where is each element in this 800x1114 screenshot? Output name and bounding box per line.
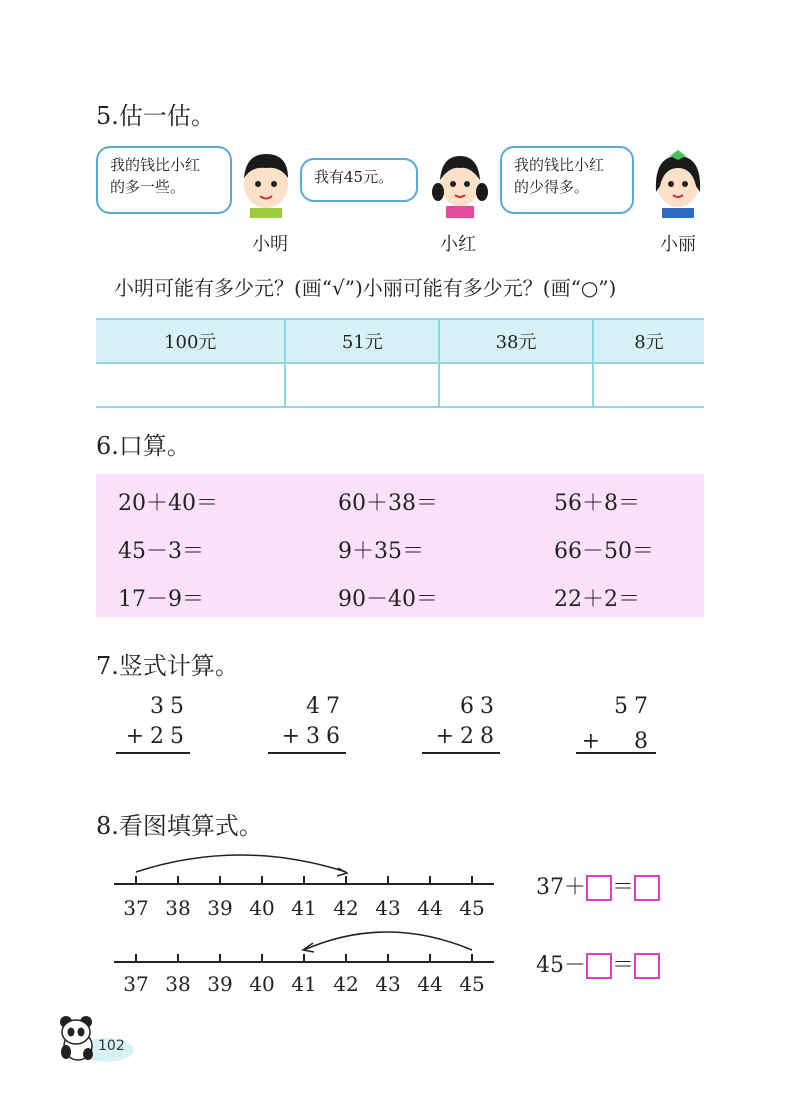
tick-label: 44 [417, 896, 443, 920]
price-table [96, 318, 704, 408]
equation: 9＋35＝ [338, 539, 424, 564]
answer-box[interactable] [586, 953, 612, 979]
price-cell: 8元 [593, 319, 704, 363]
tick-label: 42 [333, 972, 359, 996]
vertical-top-number: 57 [614, 694, 654, 719]
equation: 90－40＝ [338, 587, 438, 612]
bubble-line: 我的钱比小红 [514, 156, 605, 174]
tick-label: 45 [459, 972, 485, 996]
vertical-bottom-number: +25 [125, 724, 190, 749]
answer-cell[interactable] [285, 363, 439, 407]
mental-math-panel [96, 474, 704, 617]
girl-illustration-xiaohong [430, 148, 490, 218]
vertical-line [422, 752, 500, 754]
bubble-line: 的少得多。 [514, 178, 590, 196]
vertical-top-number: 35 [150, 694, 190, 719]
speech-bubble-xiaoming [96, 146, 232, 214]
tick-label: 37 [123, 972, 149, 996]
bubble-line: 我有45元。 [314, 168, 394, 186]
bubble-line: 的多一些。 [110, 178, 186, 196]
equals-sign: ＝ [612, 953, 635, 978]
jump-arc-2 [304, 932, 472, 950]
bubble-line: 我的钱比小红 [110, 156, 201, 174]
equation-fill-1 [536, 870, 660, 901]
equals-sign: ＝ [612, 875, 635, 900]
tick-label: 41 [291, 972, 317, 996]
answer-cell[interactable] [439, 363, 593, 407]
price-cell: 100元 [96, 319, 285, 363]
vertical-top-number: 47 [306, 694, 346, 719]
answer-cell[interactable] [96, 363, 285, 407]
tick-label: 37 [123, 896, 149, 920]
tick-label: 43 [375, 972, 401, 996]
vertical-line [576, 752, 656, 754]
tick-label: 44 [417, 972, 443, 996]
section5-question: 小明可能有多少元？(画“√”)小丽可能有多少元？(画“○”) [114, 276, 617, 300]
tick-label: 40 [249, 972, 275, 996]
vertical-top-number: 63 [460, 694, 500, 719]
equation-prefix: 37＋ [536, 875, 586, 900]
answer-cell[interactable] [593, 363, 704, 407]
equation: 45－3＝ [118, 539, 204, 564]
tick-label: 39 [207, 972, 233, 996]
price-cell: 51元 [285, 319, 439, 363]
name-xiaoli: 小丽 [660, 234, 696, 255]
tick-label: 39 [207, 896, 233, 920]
price-cell: 38元 [439, 319, 593, 363]
tick-label: 45 [459, 896, 485, 920]
tick-label: 42 [333, 896, 359, 920]
speech-bubble-xiaohong [300, 158, 418, 202]
section5-heading: 5.估一估。 [96, 102, 215, 130]
equation: 22＋2＝ [554, 587, 640, 612]
equation: 60＋38＝ [338, 491, 438, 516]
vertical-line [268, 752, 346, 754]
jump-arc-1 [136, 855, 346, 872]
equation: 66－50＝ [554, 539, 654, 564]
equation: 56＋8＝ [554, 491, 640, 516]
page-number: 102 [98, 1038, 125, 1054]
tick-label: 38 [165, 896, 191, 920]
answer-box[interactable] [634, 953, 660, 979]
equation: 20＋40＝ [118, 491, 218, 516]
girl-illustration-xiaoli [648, 146, 708, 218]
answer-box[interactable] [634, 875, 660, 901]
section6-heading: 6.口算。 [96, 432, 191, 460]
boy-illustration [236, 146, 296, 218]
name-xiaoming: 小明 [252, 234, 288, 255]
speech-bubble-xiaoli [500, 146, 634, 214]
vertical-bottom-number: +36 [281, 724, 346, 749]
tick-label: 41 [291, 896, 317, 920]
equation-prefix: 45－ [536, 953, 586, 978]
tick-label: 43 [375, 896, 401, 920]
answer-box[interactable] [586, 875, 612, 901]
section7-heading: 7.竖式计算。 [96, 652, 239, 680]
section8-heading: 8.看图填算式。 [96, 812, 263, 840]
name-xiaohong: 小红 [440, 234, 476, 255]
vertical-bottom-number: + 8 [581, 729, 654, 754]
vertical-bottom-number: +28 [435, 724, 500, 749]
equation: 17－9＝ [118, 587, 204, 612]
tick-label: 40 [249, 896, 275, 920]
equation-fill-2 [536, 948, 660, 979]
tick-label: 38 [165, 972, 191, 996]
vertical-line [116, 752, 190, 754]
